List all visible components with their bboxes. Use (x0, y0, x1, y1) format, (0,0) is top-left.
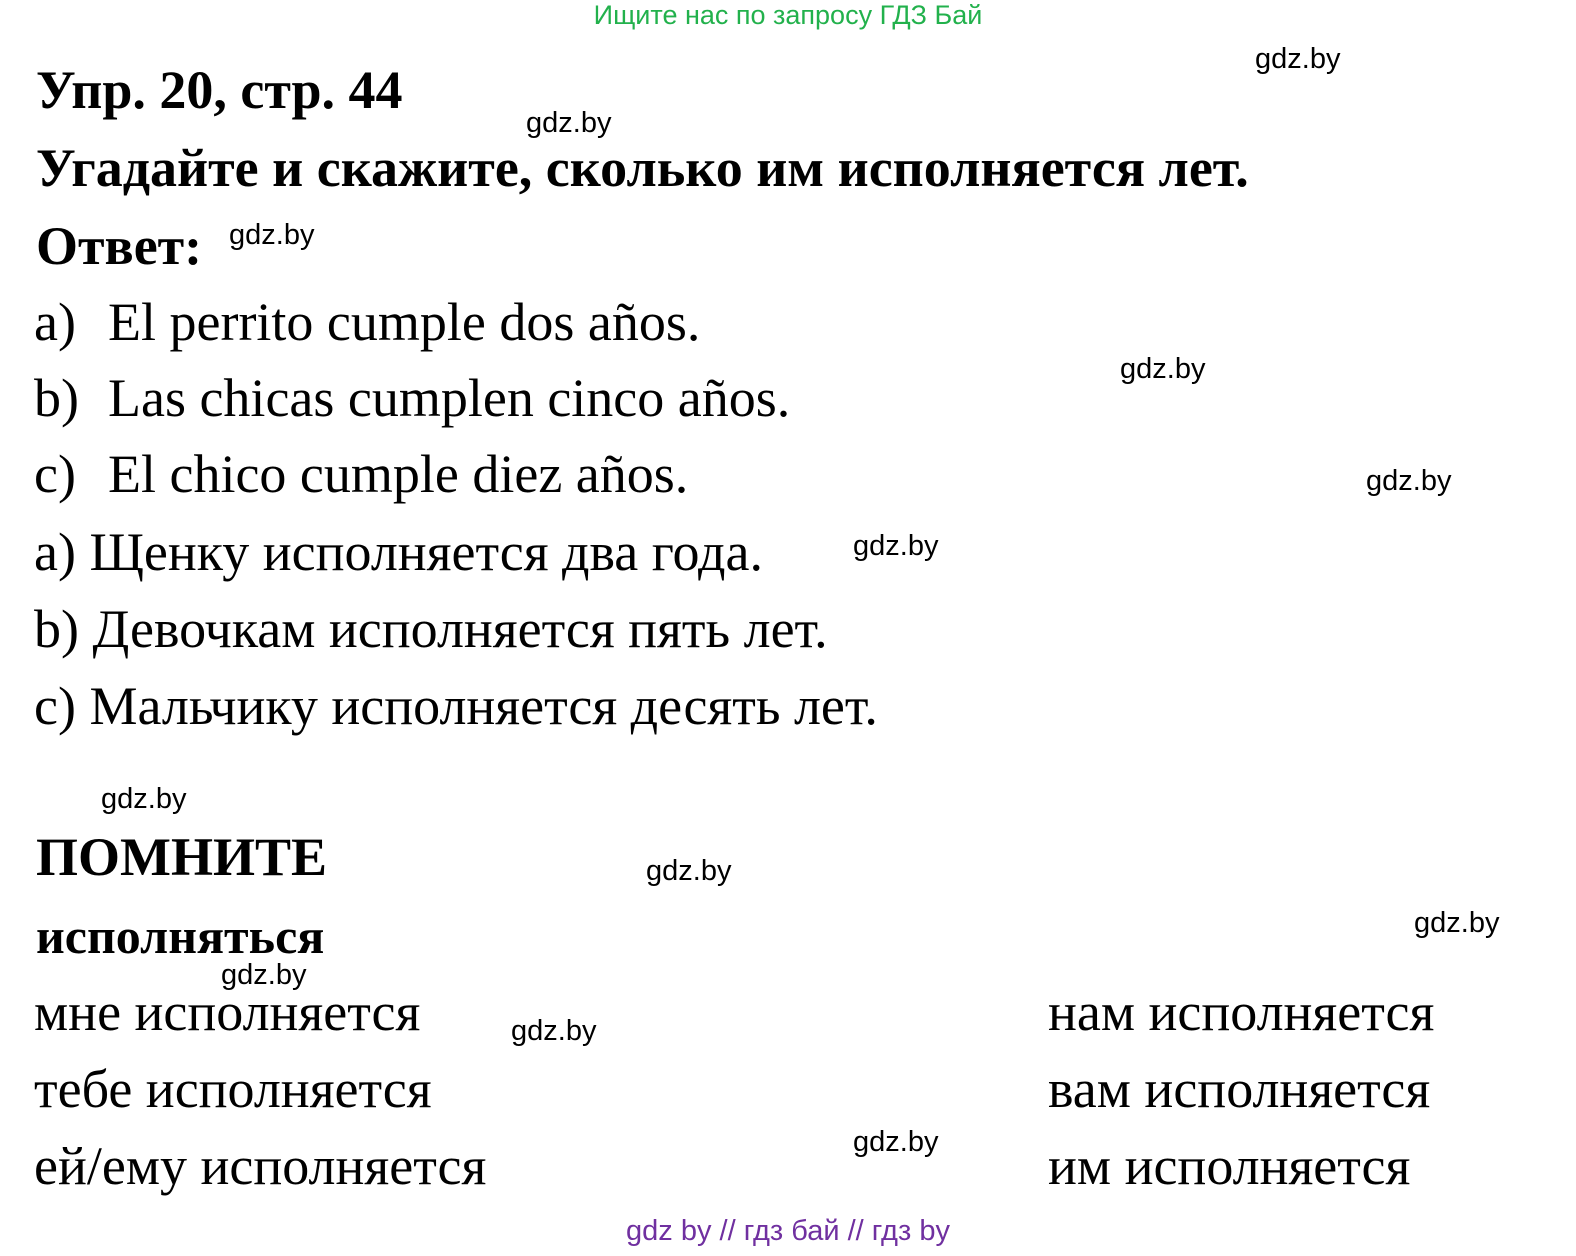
conjugation-right-1: нам исполняется (1048, 982, 1435, 1042)
answer-label: Ответ: (36, 216, 203, 276)
watermark: gdz.by (526, 107, 612, 139)
answer-text: El chico cumple diez años. (108, 444, 689, 504)
conjugation-left-2: тебе исполняется (34, 1059, 432, 1119)
conjugation-left-3: ей/ему исполняется (34, 1136, 487, 1196)
watermark: gdz.by (1414, 907, 1500, 939)
remember-title: ПОМНИТЕ (36, 827, 328, 887)
answer-spanish-a (34, 290, 700, 354)
watermark: gdz.by (1120, 353, 1206, 385)
watermark: gdz.by (229, 219, 315, 251)
answer-spanish-c (34, 442, 688, 506)
answer-text: El perrito cumple dos años. (108, 292, 701, 352)
watermark: gdz.by (1366, 465, 1452, 497)
answer-russian-a: a) Щенку исполняется два года. (34, 522, 763, 582)
watermark: gdz.by (853, 530, 939, 562)
top-banner: Ищите нас по запросу ГДЗ Бай (593, 0, 983, 30)
conjugation-right-2: вам исполняется (1048, 1059, 1431, 1119)
exercise-title: Упр. 20, стр. 44 (36, 60, 403, 120)
watermark: gdz.by (511, 1015, 597, 1047)
answer-text: Las chicas cumplen cinco años. (108, 368, 791, 428)
answer-label-letter: b) (34, 368, 79, 428)
conjugation-left-1: мне исполняется (34, 982, 421, 1042)
conjugation-right-3: им исполняется (1048, 1136, 1411, 1196)
answer-label-letter: c) (34, 444, 76, 504)
task-text: Угадайте и скажите, сколько им исполняется лет. (36, 138, 1249, 198)
verb-title: исполняться (36, 908, 325, 964)
answer-russian-b: b) Девочкам исполняется пять лет. (34, 599, 828, 659)
watermark: gdz.by (646, 855, 732, 887)
watermark: gdz.by (221, 959, 307, 991)
watermark: gdz.by (1255, 43, 1341, 75)
answer-label-letter: a) (34, 292, 76, 352)
footer-links: gdz by // гдз бай // гдз by (626, 1215, 950, 1247)
watermark: gdz.by (101, 783, 187, 815)
answer-russian-c: c) Мальчику исполняется десять лет. (34, 676, 878, 736)
watermark: gdz.by (853, 1126, 939, 1158)
answer-spanish-b (34, 366, 790, 430)
